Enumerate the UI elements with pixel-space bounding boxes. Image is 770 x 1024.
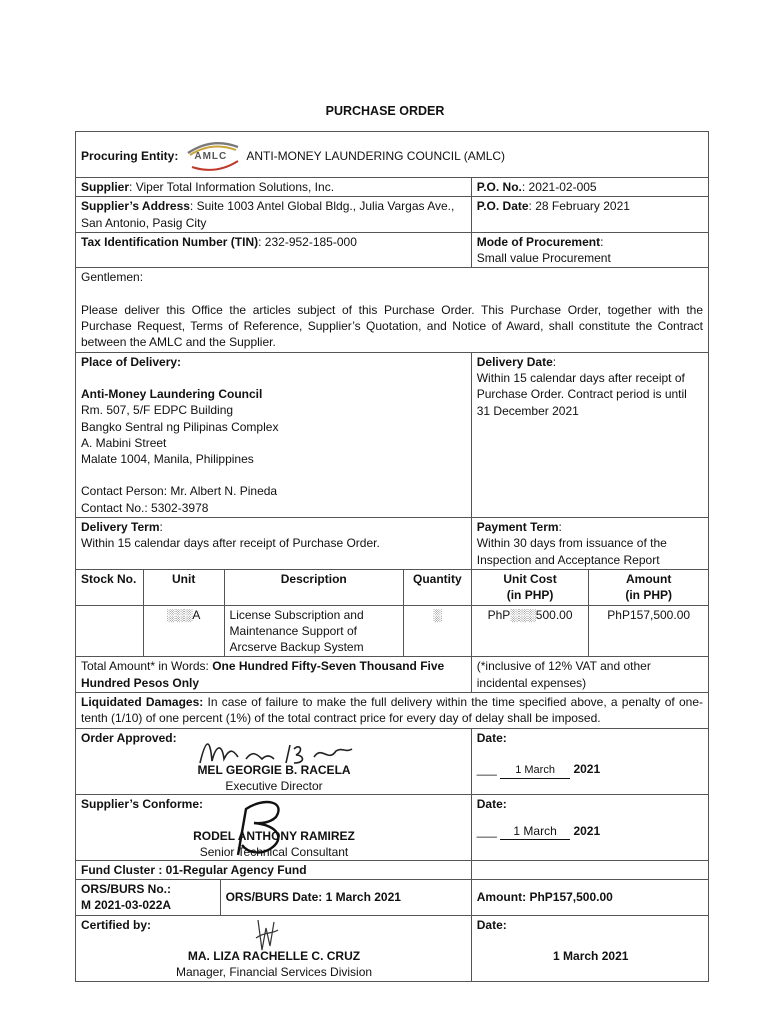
mode-label: Mode of Procurement <box>476 234 601 249</box>
ors-no-value: M 2021-03-022A <box>81 898 172 913</box>
fund-cluster: Fund Cluster : 01-Regular Agency Fund <box>81 862 307 877</box>
delivery-date-value: Within 15 calendar days after receipt of Purchase Order. Contract period is until 31 December 2021 <box>476 370 687 418</box>
header-amount: Amount <box>626 571 672 586</box>
conforme-name: RODEL ANTHONY RAMIREZ <box>193 828 355 843</box>
po-no-label: P.O. No. <box>476 180 522 194</box>
supplier-address-value: Suite 1003 Antel Global Bldg., Julia Vargas Ave., San Antonio, Pasig City <box>81 199 455 230</box>
amlc-logo <box>186 139 240 173</box>
payment-term-value: Within 30 days from issuance of the Inspection and Acceptance Report <box>476 536 667 567</box>
damages-row <box>75 693 709 729</box>
purchase-order-form <box>75 131 709 982</box>
total-note: (*inclusive of 12% VAT and other incidental expenses) <box>471 657 708 692</box>
fund-cluster-row <box>75 861 709 880</box>
item-unit-cost: PhP░░░500.00 <box>471 606 589 657</box>
contact-no: Contact No.: 5302-3978 <box>81 500 209 515</box>
approval-position: Executive Director <box>225 778 323 793</box>
conforme-label: Supplier’s Conforme: <box>81 796 204 811</box>
tin-value: 232-952-185-000 <box>264 234 357 249</box>
approval-label: Order Approved: <box>81 730 177 745</box>
tin-label: Tax Identification Number (TIN) <box>81 234 259 249</box>
damages-text: In case of failure to make the full delivery within the time specified above, a penalty of one-tenth (1/10) of one percent (1%) of the total contract price for every day of delay shall be imposed. <box>81 695 703 726</box>
ors-date: ORS/BURS Date: 1 March 2021 <box>220 880 471 915</box>
procuring-entity-row: Procuring Entity : AMLC ANTI-MONEY LAUNDERING COUNCIL (AMLC) <box>75 131 709 178</box>
ors-amount-label: Amount <box>476 890 523 905</box>
conforme-date-label: Date: <box>476 796 507 811</box>
item-unit: ░░░A <box>143 606 224 657</box>
tin-row: Tax Identification Number (TIN): 232-952-185-000 Mode of Procurement: Small value Procurement <box>75 233 709 269</box>
delivery-date-label: Delivery Date <box>476 354 553 369</box>
conforme-date-day: 1 March <box>500 823 570 840</box>
table-row <box>75 606 709 658</box>
approval-name: MEL GEORGIE B. RACELA <box>197 762 351 777</box>
approval-date: ___ 1 March 2021 <box>477 761 600 779</box>
header-description: Description <box>224 570 403 605</box>
approval-date-label: Date: <box>476 730 507 745</box>
certified-label: Certified by: <box>81 917 152 932</box>
header-amount-sub: (in PHP) <box>625 588 673 603</box>
header-unit-cost-sub: (in PHP) <box>506 588 554 603</box>
delivery-term-value: Within 15 calendar days after receipt of Purchase Order. <box>81 536 380 551</box>
certified-name: MA. LIZA RACHELLE C. CRUZ <box>187 948 361 963</box>
procuring-entity-name: ANTI-MONEY LAUNDERING COUNCIL (AMLC) <box>246 148 506 163</box>
total-prefix: Total Amount* in Words: <box>81 659 213 674</box>
po-date-value: 28 February 2021 <box>535 199 630 214</box>
item-description: License Subscription and Maintenance Support of Arcserve Backup System <box>224 606 403 657</box>
header-unit: Unit <box>143 570 224 605</box>
delivery-place-row: Place of Delivery: Anti-Money Laundering Council Rm. 507, 5/F EDPC Building Bangko Sentral ng Pilipinas Complex A. Mabini Street Malate 1004, Manila, Philippines Contact Person: Mr. Albert N. Pineda Contact No.: 5302-3978 Delivery Date: Within 15 calendar days after receipt of Purchase Order. Contract period is until 31 December 2021 <box>75 353 709 518</box>
approval-row <box>75 729 709 795</box>
letter-row <box>75 268 709 352</box>
header-unit-cost: Unit Cost <box>503 571 557 586</box>
conforme-date: ___ 1 March 2021 <box>477 823 600 840</box>
document-title: PURCHASE ORDER <box>325 104 445 118</box>
letter-body: Please deliver this Office the articles subject of this Purchase Order. This Purchase Order, together with the Purchase Request, Terms of Reference, Supplier’s Quotation, and Notice of Award, shall constitute the Contract between the AMLC and the Supplier. <box>81 302 703 350</box>
certified-date-label: Date: <box>476 917 507 932</box>
items-header-row <box>75 570 709 606</box>
delivery-address-line: A. Mabini Street <box>81 435 167 450</box>
ors-row: ORS/BURS No.: M 2021-03-022A ORS/BURS Date: 1 March 2021 Amount : PhP157,500.00 <box>75 880 709 916</box>
header-stock: Stock No. <box>81 571 137 586</box>
item-amount: PhP157,500.00 <box>588 606 708 657</box>
supplier-row: Supplier: Viper Total Information Solutions, Inc. P.O. No.: 2021-02-005 <box>75 178 709 197</box>
total-row <box>75 657 709 693</box>
ors-amount-value: PhP157,500.00 <box>529 890 613 905</box>
delivery-term-label: Delivery Term <box>81 520 160 535</box>
approval-date-year: 2021 <box>573 761 601 776</box>
approval-date-day: 1 March <box>500 762 570 779</box>
delivery-org: Anti-Money Laundering Council <box>81 386 263 401</box>
damages-label: Liquidated Damages: <box>81 695 204 710</box>
procuring-entity-label: Procuring Entity <box>81 148 175 163</box>
payment-term-label: Payment Term <box>476 520 559 535</box>
certified-position: Manager, Financial Services Division <box>175 964 373 979</box>
certified-row <box>75 916 709 982</box>
item-stock <box>76 606 143 657</box>
certified-date: 1 March 2021 <box>553 948 629 963</box>
delivery-address-line: Bangko Sentral ng Pilipinas Complex <box>81 419 279 434</box>
amlc-logo-text: AMLC <box>194 151 228 162</box>
item-quantity: ░ <box>403 606 471 657</box>
mode-value: Small value Procurement <box>476 251 611 266</box>
supplier-address-row: Supplier’s Address: Suite 1003 Antel Global Bldg., Julia Vargas Ave., San Antonio, Pasig City P.O. Date: 28 February 2021 <box>75 197 709 233</box>
conforme-row <box>75 795 709 861</box>
delivery-address-line: Malate 1004, Manila, Philippines <box>81 452 254 467</box>
supplier-name: Viper Total Information Solutions, Inc. <box>135 180 335 194</box>
supplier-address-label: Supplier’s Address <box>81 199 190 214</box>
ors-no-label: ORS/BURS No.: <box>81 881 171 896</box>
conforme-date-year: 2021 <box>573 823 601 838</box>
supplier-label: Supplier <box>81 180 130 194</box>
conforme-position: Senior Technical Consultant <box>199 844 349 859</box>
po-no-value: 2021-02-005 <box>528 180 597 194</box>
total-words: One Hundred Fifty-Seven Thousand Five Hundred Pesos Only <box>81 659 445 690</box>
po-date-label: P.O. Date <box>476 199 529 214</box>
contact-person: Contact Person: Mr. Albert N. Pineda <box>81 484 278 499</box>
salutation: Gentlemen: <box>81 270 144 285</box>
delivery-place-label: Place of Delivery: <box>81 354 182 369</box>
delivery-address-line: Rm. 507, 5/F EDPC Building <box>81 403 234 418</box>
header-quantity: Quantity <box>403 570 471 605</box>
terms-row: Delivery Term: Within 15 calendar days after receipt of Purchase Order. Payment Term: Within 30 days from issuance of the Inspection and Acceptance Report <box>75 518 709 570</box>
